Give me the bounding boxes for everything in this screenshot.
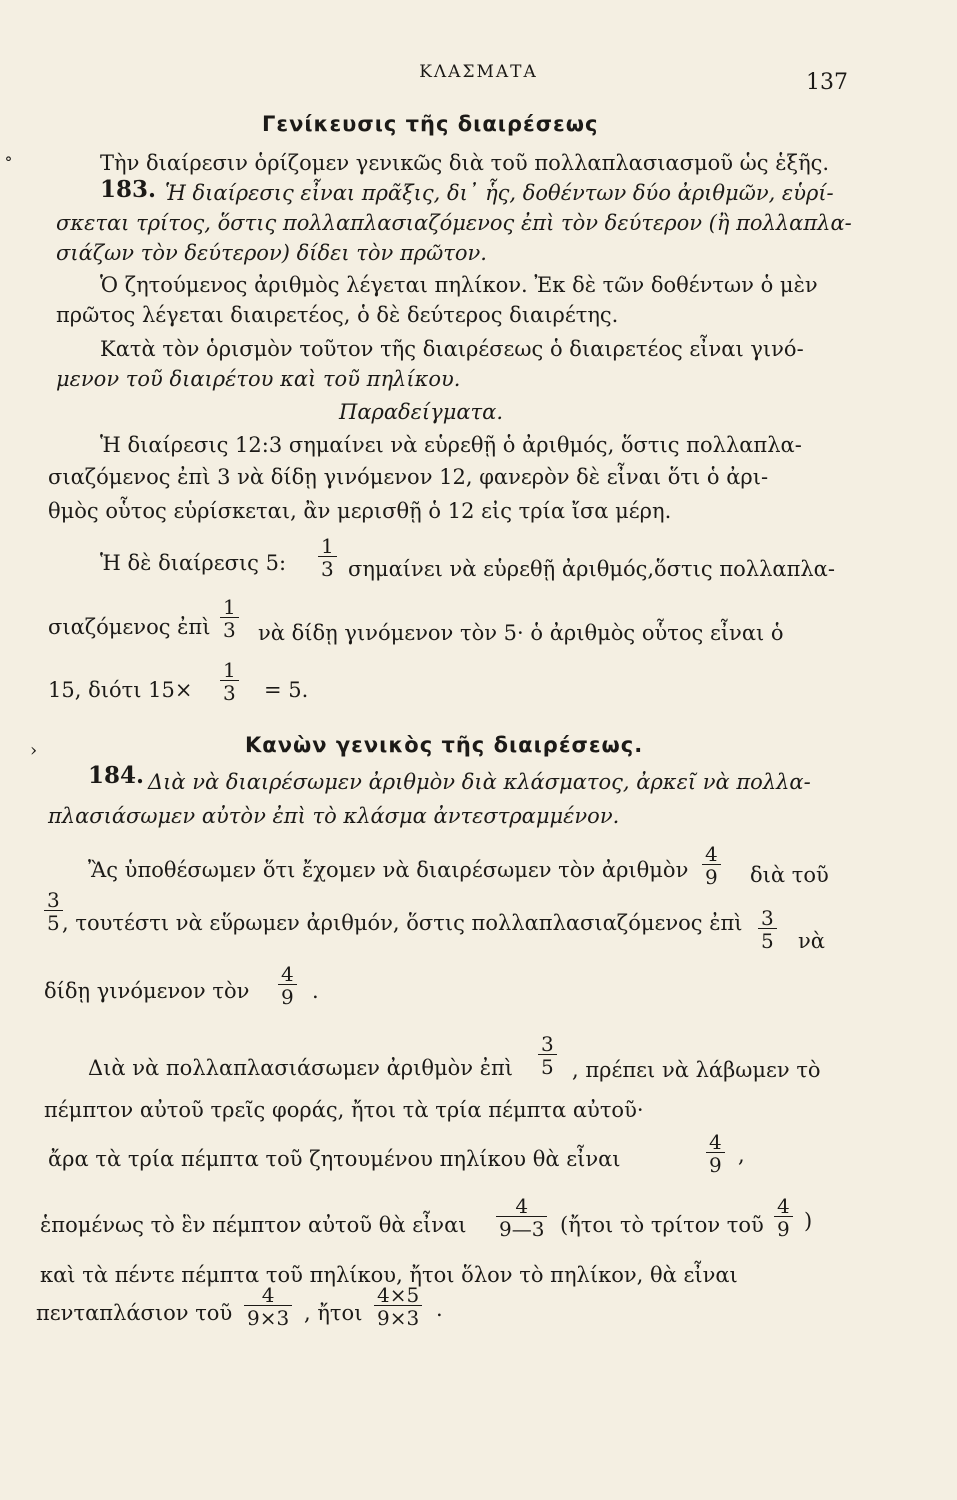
fraction-three-fifths: $\frac{3}{5}$ (758, 908, 777, 951)
fraction-four-ninths: $\frac{4}{9}$ (702, 844, 721, 887)
quotient-definition-line-1: Ὁ ζητούμενος ἀριθμὸς λέγεται πηλίκον. Ἐκ δὲ τῶν δοθέντων ὁ μὲν (100, 273, 818, 297)
example-2-text-a: Ἡ δὲ διαίρεσις 5: (100, 551, 287, 575)
explanation-text-m: (ἤτοι τὸ τρίτον τοῦ (560, 1213, 764, 1237)
fraction-four-ninths: $\frac{4}{9}$ (774, 1196, 793, 1239)
margin-mark: › (30, 740, 38, 761)
explanation-text-n: ) (804, 1209, 813, 1233)
fraction-one-third: $\frac{1}{3}$ (220, 660, 239, 703)
paragraph-number-183: 183. (100, 176, 157, 203)
example-2-text-f: = 5. (264, 678, 309, 702)
example-1-line-1: Ἡ διαίρεσις 12:3 σημαίνει νὰ εὑρεθῇ ὁ ἀριθμός, ὅστις πολλαπλα- (100, 433, 802, 457)
explanation-text-p: πενταπλάσιον τοῦ (36, 1301, 233, 1325)
dividend-rule-line-2: μενον τοῦ διαιρέτου καὶ τοῦ πηλίκου. (56, 367, 461, 391)
fraction-four-ninths: $\frac{4}{9}$ (278, 964, 297, 1007)
fraction-three-fifths: $\frac{3}{5}$ (538, 1034, 557, 1077)
explanation-text-h: , πρέπει νὰ λάβωμεν τὸ (572, 1058, 821, 1082)
example-1-line-2: σιαζόμενος ἐπὶ 3 νὰ δίδῃ γινόμενον 12, φανερὸν δὲ εἶναι ὅτι ὁ ἀρι- (48, 465, 769, 489)
explanation-text-o: καὶ τὰ πέντε πέμπτα τοῦ πηλίκου, ἤτοι ὅλον τὸ πηλίκον, θὰ εἶναι (40, 1263, 738, 1287)
example-2-text-b: σημαίνει νὰ εὑρεθῇ ἀριθμός,ὅστις πολλαπλα- (348, 557, 835, 581)
explanation-text-c: , τουτέστι νὰ εὕρωμεν ἀριθμόν, ὅστις πολλαπλασιαζόμενος ἐπὶ (62, 911, 743, 935)
explanation-text-l: ἑπομένως τὸ ἓν πέμπτον αὐτοῦ θὰ εἶναι (40, 1213, 467, 1237)
explanation-text-r: . (436, 1297, 443, 1321)
fraction-four-times-five-over-nine-times-three: $\frac{4\times 5}{9\times 3}$ (374, 1285, 422, 1328)
definition-line-1: Ἡ διαίρεσις εἶναι πρᾶξις, δι᾽ ἧς, δοθέντων δύο ἀριθμῶν, εὑρί- (165, 181, 834, 205)
explanation-text-d: νὰ (798, 929, 825, 953)
example-2-text-e: 15, διότι 15× (48, 678, 193, 702)
fraction-four-over-nine-times-three: $\frac{4}{9\times 3}$ (244, 1285, 292, 1328)
examples-title: Παραδείγματα. (339, 400, 504, 424)
section-heading-general-rule: Κανὼν γενικὸς τῆς διαιρέσεως. (245, 733, 644, 757)
definition-line-3: σιάζων τὸν δεύτερον) δίδει τὸν πρῶτον. (56, 241, 487, 265)
explanation-text-f: . (312, 979, 319, 1003)
explanation-text-q: , ἤτοι (304, 1301, 363, 1325)
explanation-text-k: , (738, 1143, 745, 1167)
dividend-rule-line-1: Κατὰ τὸν ὁρισμὸν τοῦτον τῆς διαιρέσεως ὁ διαιρετέος εἶναι γινό- (100, 337, 804, 361)
fraction-four-over-nine-minus-three: $\frac{4}{9—3}$ (496, 1196, 547, 1239)
explanation-text-j: ἄρα τὰ τρία πέμπτα τοῦ ζητουμένου πηλίκου θὰ εἶναι (48, 1147, 621, 1171)
paragraph-number-184: 184. (88, 762, 145, 789)
explanation-text-b: διὰ τοῦ (750, 863, 829, 887)
section-heading-generalization: Γενίκευσις τῆς διαιρέσεως (262, 112, 599, 136)
example-2-text-d: νὰ δίδῃ γινόμενον τὸν 5· ὁ ἀριθμὸς οὗτος εἶναι ὁ (258, 621, 784, 645)
fraction-three-fifths: $\frac{3}{5}$ (44, 890, 63, 933)
running-title: ΚΛΑΣΜΑΤΑ (419, 62, 538, 82)
explanation-text-i: πέμπτον αὐτοῦ τρεῖς φοράς, ἤτοι τὰ τρία πέμπτα αὐτοῦ· (44, 1098, 644, 1122)
example-1-line-3: θμὸς οὗτος εὑρίσκεται, ἂν μερισθῇ ὁ 12 εἰς τρία ἴσα μέρη. (48, 499, 672, 523)
example-2-text-c: σιαζόμενος ἐπὶ (48, 615, 211, 639)
margin-mark: ˚ (4, 156, 13, 177)
definition-line-2: σκεται τρίτος, ὅστις πολλαπλασιαζόμενος ἐπὶ τὸν δεύτερον (ἢ πολλαπλα- (56, 211, 852, 235)
general-rule-line-2: πλασιάσωμεν αὐτὸν ἐπὶ τὸ κλάσμα ἀντεστραμμένον. (48, 804, 620, 828)
fraction-four-ninths: $\frac{4}{9}$ (706, 1132, 725, 1175)
explanation-text-e: δίδῃ γινόμενον τὸν (44, 979, 250, 1003)
explanation-text-g: Διὰ νὰ πολλαπλασιάσωμεν ἀριθμὸν ἐπὶ (88, 1056, 514, 1080)
fraction-one-third: $\frac{1}{3}$ (318, 536, 337, 579)
fraction-one-third: $\frac{1}{3}$ (220, 597, 239, 640)
page-number: 137 (806, 70, 848, 95)
quotient-definition-line-2: πρῶτος λέγεται διαιρετέος, ὁ δὲ δεύτερος διαιρέτης. (56, 303, 619, 327)
general-rule-line-1: Διὰ νὰ διαιρέσωμεν ἀριθμὸν διὰ κλάσματος, ἀρκεῖ νὰ πολλα- (148, 770, 811, 794)
intro-line: Τὴν διαίρεσιν ὁρίζομεν γενικῶς διὰ τοῦ πολλαπλασιασμοῦ ὡς ἑξῆς. (100, 151, 830, 175)
explanation-text-a: Ἂς ὑποθέσωμεν ὅτι ἔχομεν νὰ διαιρέσωμεν τὸν ἀριθμὸν (88, 858, 689, 882)
